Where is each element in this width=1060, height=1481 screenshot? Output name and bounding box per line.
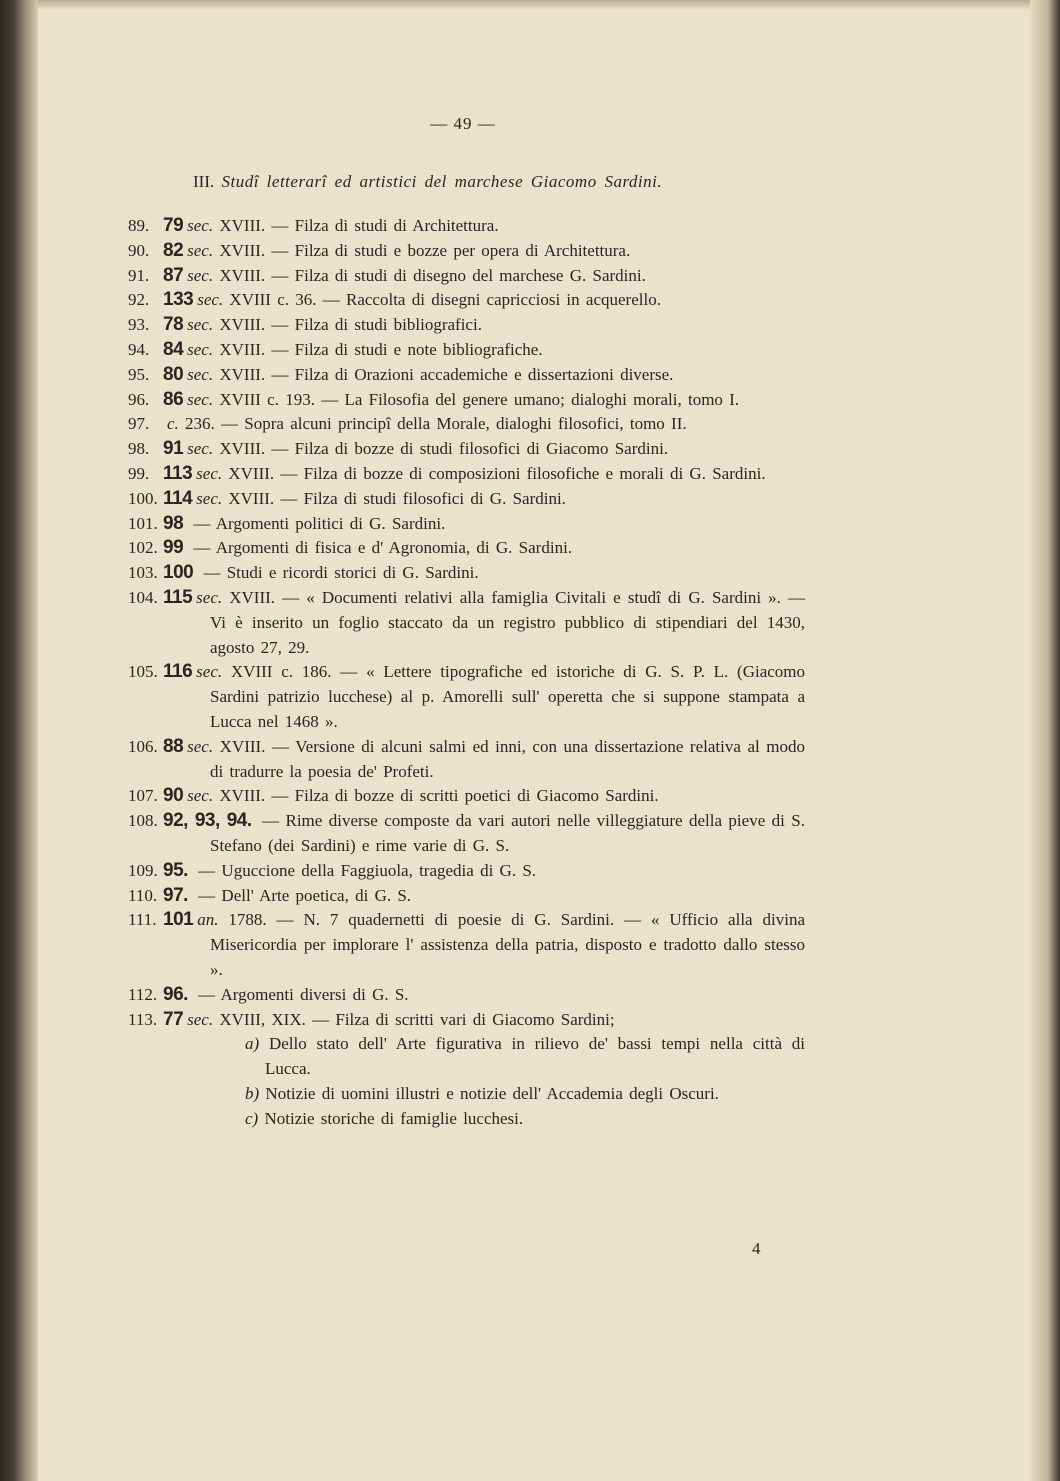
entry-number: 99. <box>128 463 150 483</box>
entry-description: XVIII. — Filza di bozze di studi filosofici di Giacomo Sardini. <box>219 439 669 459</box>
catalog-entry <box>128 859 805 884</box>
entry-description: XVIII. — Filza di bozze di scritti poetici di Giacomo Sardini. <box>219 786 659 806</box>
entry-number: 108. <box>128 811 158 831</box>
shelf-mark: 101 <box>163 909 194 931</box>
catalog-entry <box>128 462 805 487</box>
section-title <box>193 172 662 192</box>
sub-item-text: Notizie di uomini illustri e notizie dell' Accademia degli Oscuri. <box>265 1083 719 1103</box>
shelf-mark: 100 <box>163 562 194 584</box>
catalog-entry <box>128 983 805 1008</box>
catalog-entry <box>128 288 805 313</box>
sub-item-label: b) <box>245 1083 260 1103</box>
entry-number: 89. <box>128 216 150 235</box>
catalog-entry <box>128 363 805 388</box>
sub-item-label: c) <box>245 1108 259 1128</box>
entry-description: XVIII. — Filza di studi e note bibliografiche. <box>219 339 543 359</box>
catalog-entry <box>128 412 805 437</box>
entry-description: — Studi e ricordi storici di G. Sardini. <box>203 563 479 583</box>
entry-number: 112. <box>128 984 158 1004</box>
catalog-entries <box>128 214 805 1131</box>
catalog-entry <box>128 735 805 785</box>
shelf-mark: 77 <box>163 1008 184 1030</box>
catalog-entry <box>128 586 805 660</box>
entry-number: 94. <box>128 339 150 359</box>
entry-description: XVIII. — Filza di studi di disegno del marchese G. Sardini. <box>219 265 646 285</box>
entry-description: XVIII. — Filza di Orazioni accademiche e dissertazioni diverse. <box>219 364 674 384</box>
shelf-mark: 99 <box>163 537 184 559</box>
sub-item-text: Dello stato dell' Arte figurativa in rilievo de' bassi tempi nella città di Lucca. <box>265 1034 805 1079</box>
section-numeral: III. <box>193 172 215 191</box>
page-top-edge <box>38 0 1030 10</box>
shelf-mark: 91 <box>163 438 184 460</box>
entry-date-prefix: sec. <box>187 315 214 335</box>
catalog-entry <box>128 908 805 982</box>
entry-description: 1788. — N. 7 quadernetti di poesie di G. Sardini. — « Ufficio alla divina Misericordia per implorare l' assistenza della patria, disposto e tradotto dallo stesso ». <box>210 910 805 979</box>
entry-date-prefix: an. <box>197 910 219 930</box>
catalog-entry <box>128 809 805 859</box>
catalog-entry <box>128 536 805 561</box>
catalog-entry <box>128 512 805 537</box>
entry-number: 93. <box>128 315 150 335</box>
entry-number: 90. <box>128 240 150 260</box>
entry-number: 107. <box>128 786 158 806</box>
shelf-mark: 79 <box>163 215 184 236</box>
shelf-mark: 115 <box>163 586 193 608</box>
entry-date-prefix: sec. <box>187 389 214 409</box>
entry-date-prefix: sec. <box>197 290 224 310</box>
entry-date-prefix: sec. <box>196 463 223 483</box>
entry-number: 95. <box>128 364 150 384</box>
entry-number: 105. <box>128 662 158 682</box>
catalog-entry <box>128 437 805 462</box>
shelf-mark: 82 <box>163 239 184 261</box>
entry-date-prefix: sec. <box>187 439 214 459</box>
entry-description: — Uguccione della Faggiuola, tragedia di G. S. <box>198 860 537 880</box>
entry-description: XVIII. — Filza di studi e bozze per opera di Architettura. <box>219 240 631 260</box>
entry-date-prefix: sec. <box>187 339 214 359</box>
catalog-entry <box>128 214 805 239</box>
sub-item <box>128 1107 805 1132</box>
entry-date-prefix: sec. <box>187 240 214 260</box>
entry-description: XVIII c. 186. — « Lettere tipografiche ed istoriche di G. S. P. L. (Giacomo Sardini patrizio lucchese) al p. Amorelli sull' operetta che si suppone stampata a Lucca nel 1468 ». <box>210 662 806 731</box>
shelf-mark: 116 <box>163 661 193 683</box>
book-binding-edge <box>0 0 38 1481</box>
entry-number: 109. <box>128 860 158 880</box>
entry-date-prefix: sec. <box>196 587 223 607</box>
catalog-entry <box>128 884 805 909</box>
catalog-entry <box>128 239 805 264</box>
entry-number: 92. <box>128 290 150 310</box>
entry-description: XVIII. — Filza di studi filosofici di G. Sardini. <box>228 488 566 508</box>
page-number: — 49 — <box>430 114 496 133</box>
entry-number: 110. <box>128 885 158 905</box>
entry-date-prefix: sec. <box>187 1009 214 1029</box>
sub-item <box>128 1032 805 1082</box>
entry-number: 113. <box>128 1009 158 1029</box>
catalog-entry <box>128 388 805 413</box>
entry-description: — Argomenti politici di G. Sardini. <box>193 513 446 533</box>
entry-number: 101. <box>128 513 158 533</box>
entry-date-prefix: sec. <box>196 488 223 508</box>
entry-date-prefix: c. <box>167 414 179 434</box>
sub-item-text: Notizie storiche di famiglie lucchesi. <box>264 1108 524 1128</box>
entry-description: — Argomenti di fisica e d' Agronomia, di G. Sardini. <box>193 538 573 558</box>
entry-number: 98. <box>128 439 150 459</box>
shelf-mark: 96. <box>163 983 188 1005</box>
entry-number: 96. <box>128 389 150 409</box>
catalog-entry <box>128 561 805 586</box>
sub-item-label: a) <box>245 1034 260 1054</box>
entry-number: 103. <box>128 563 158 583</box>
entry-number: 102. <box>128 538 158 558</box>
entry-description: XVIII, XIX. — Filza di scritti vari di Giacomo Sardini; <box>219 1009 615 1029</box>
catalog-entry <box>128 660 805 734</box>
entry-number: 91. <box>128 265 150 285</box>
shelf-mark: 86 <box>163 388 184 410</box>
shelf-mark: 113 <box>163 462 193 484</box>
catalog-entry <box>128 313 805 338</box>
shelf-mark: 98 <box>163 512 184 534</box>
catalog-entry <box>128 784 805 809</box>
entry-description: XVIII c. 36. — Raccolta di disegni capricciosi in acquerello. <box>229 290 661 310</box>
shelf-mark: 114 <box>163 487 193 509</box>
entry-description: XVIII. — Filza di studi di Architettura. <box>219 216 499 235</box>
shelf-mark: 87 <box>163 264 184 286</box>
entry-number: 100. <box>128 488 158 508</box>
entry-description: — Rime diverse composte da vari autori nelle villeggiature della pieve di S. Stefano (dei Sardini) e rime varie di G. S. <box>210 811 806 855</box>
shelf-mark: 78 <box>163 314 184 336</box>
section-title-text: Studî letterarî ed artistici del marchese Giacomo Sardini. <box>221 172 663 191</box>
entry-description: XVIII. — Versione di alcuni salmi ed inni, con una dissertazione relativa al modo di tradurre la poesia de' Profeti. <box>210 736 806 781</box>
entry-number: 106. <box>128 736 158 756</box>
entry-number: 97. <box>128 414 150 434</box>
catalog-entry <box>128 1008 805 1033</box>
entry-date-prefix: sec. <box>187 736 214 756</box>
signature-mark: 4 <box>752 1239 761 1258</box>
entry-date-prefix: sec. <box>187 786 214 806</box>
entry-description: — Argomenti diversi di G. S. <box>198 984 409 1004</box>
shelf-mark: 133 <box>163 289 194 311</box>
entry-number: 104. <box>128 587 158 607</box>
shelf-mark: 80 <box>163 363 184 385</box>
catalog-entry <box>128 487 805 512</box>
entry-description: XVIII c. 193. — La Filosofia del genere umano; dialoghi morali, tomo I. <box>219 389 740 409</box>
shelf-mark: 84 <box>163 338 184 360</box>
entry-date-prefix: sec. <box>196 662 223 682</box>
sub-item <box>128 1082 805 1107</box>
shelf-mark: 95. <box>163 859 188 881</box>
entry-date-prefix: sec. <box>187 265 214 285</box>
entry-description: — Dell' Arte poetica, di G. S. <box>198 885 412 905</box>
catalog-entry <box>128 264 805 289</box>
entry-date-prefix: sec. <box>187 364 214 384</box>
shelf-mark: 88 <box>163 735 184 757</box>
entry-description: XVIII. — Filza di studi bibliografici. <box>219 315 482 335</box>
page-right-edge <box>1030 0 1060 1481</box>
entry-number: 111. <box>128 910 157 930</box>
shelf-mark: 97. <box>163 884 188 906</box>
entry-description: XVIII. — Filza di bozze di composizioni filosofiche e morali di G. Sardini. <box>228 463 766 483</box>
catalog-entry <box>128 338 805 363</box>
entry-description: XVIII. — « Documenti relativi alla famiglia Civitali e studî di G. Sardini ». — Vi è inserito un foglio staccato da un registro pubblico di stipendiari del 1430, agosto 27, 29. <box>210 587 805 657</box>
entry-date-prefix: sec. <box>187 216 214 235</box>
shelf-mark: 90 <box>163 785 184 807</box>
shelf-mark: 92, 93, 94. <box>163 810 252 832</box>
entry-description: 236. — Sopra alcuni principî della Morale, dialoghi filosofici, tomo II. <box>185 414 687 434</box>
